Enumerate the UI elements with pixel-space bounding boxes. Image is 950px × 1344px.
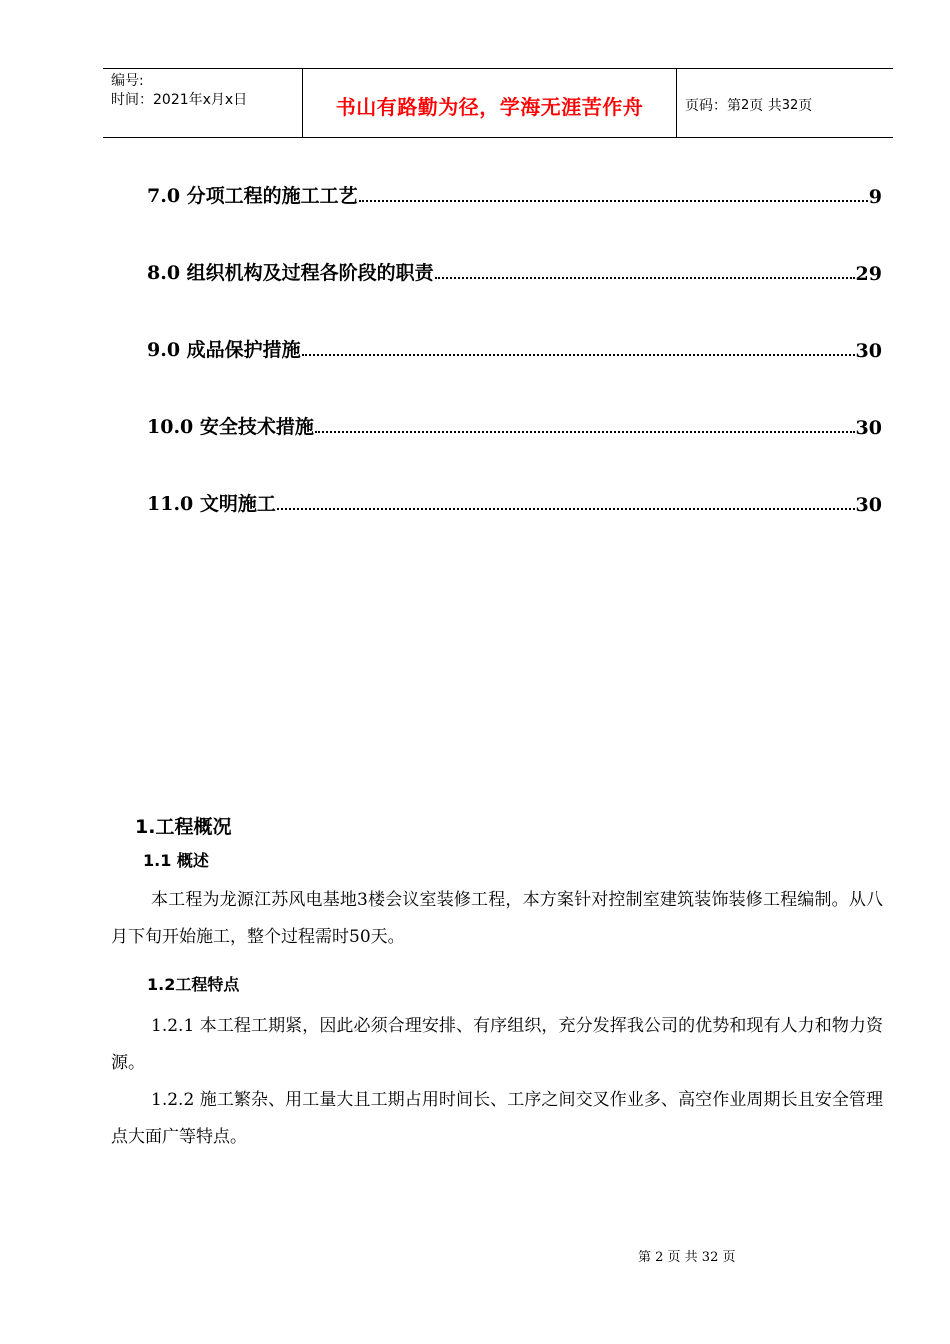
toc-leader [315,431,855,433]
page-suffix: 页 [798,98,813,114]
toc-entry[interactable] [147,178,882,208]
toc-entry[interactable] [147,332,882,362]
subsection-title: 1.2工程特点 [147,975,240,994]
paragraph: 1.2.1 本工程工期紧，因此必须合理安排、有序组织，充分发挥我公司的优势和现有人力和物力资源。 [111,1016,883,1073]
toc-page-number: 30 [855,340,882,362]
toc-entry[interactable] [147,409,882,439]
page-footer: 第 2 页 共 32 页 [638,1250,736,1265]
toc-leader [302,354,855,356]
paragraph: 本工程为龙源江苏风电基地3楼会议室装修工程，本方案针对控制室建筑装饰装修工程编制。从八月下旬开始施工，整个过程需时50天。 [111,890,883,947]
toc-entry[interactable] [147,486,882,516]
toc-title: 9.0 成品保护措施 [147,339,301,361]
toc-leader [277,508,855,510]
toc-leader [359,200,868,202]
header-motto: 书山有路勤为径，学海无涯苦作舟 [303,69,677,137]
toc-page-number: 29 [855,263,882,285]
page-current: 2 [741,97,750,113]
toc-leader [435,277,855,279]
header-meta [103,69,303,137]
toc-entry[interactable] [147,255,882,285]
toc-page-number: 9 [868,186,882,208]
serial-label: 编号: [111,73,144,89]
section-title: 1.工程概况 [135,816,232,838]
toc-title: 11.0 文明施工 [147,493,276,515]
page-prefix: 页码：第 [685,98,741,114]
subsection-title: 1.1 概述 [143,851,209,870]
page-header [103,68,893,138]
toc-title: 7.0 分项工程的施工工艺 [147,185,358,207]
page-total: 32 [781,97,799,113]
page-mid: 页 共 [749,98,782,114]
toc-page-number: 30 [855,494,882,516]
toc-title: 10.0 安全技术措施 [147,416,314,438]
toc-title: 8.0 组织机构及过程各阶段的职责 [147,262,434,284]
time-label: 时间：2021年x月x日 [111,92,248,108]
header-page-info [677,69,893,137]
toc-page-number: 30 [855,417,882,439]
paragraph: 1.2.2 施工繁杂、用工量大且工期占用时间长、工序之间交叉作业多、高空作业周期长且安全管理点大面广等特点。 [111,1090,883,1147]
